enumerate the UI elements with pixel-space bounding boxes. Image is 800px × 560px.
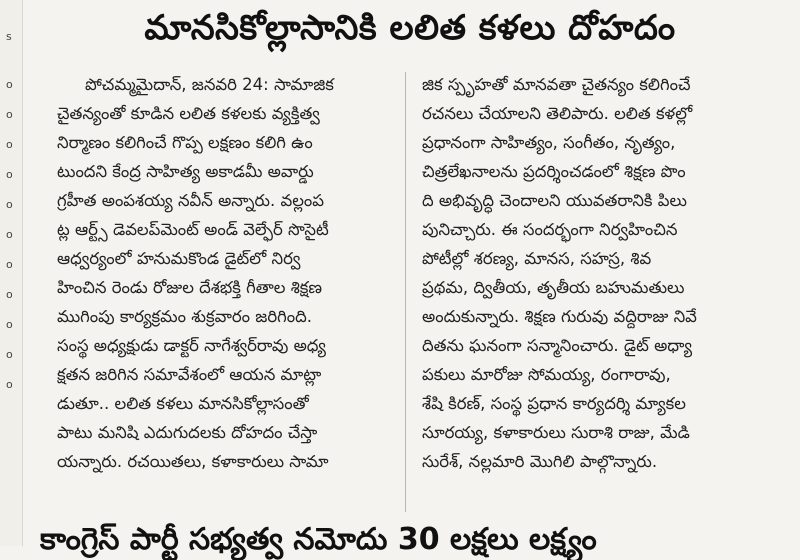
article-column-left <box>57 70 402 476</box>
text-line: చిత్రలేఖనాలను ప్రదర్శించడంలో శిక్షణ పొం <box>422 162 686 181</box>
article-column-right <box>422 70 767 476</box>
edge-mark: o <box>6 138 13 151</box>
edge-mark: o <box>6 78 13 91</box>
text-line: ది అభివృద్ధి చెందాలని యువతరానికి పిలు <box>422 191 687 210</box>
text-line: ప్రధానంగా సాహిత్యం, సంగీతం, నృత్యం, <box>422 133 676 152</box>
text-line: సూరయ్య, కళాకారులు సురాశి రాజు, మేడి <box>422 423 690 442</box>
text-line: ముగింపు కార్యక్రమం శుక్రవారం జరిగింది. <box>57 307 312 326</box>
column-divider <box>405 72 406 512</box>
edge-mark: o <box>6 108 13 121</box>
edge-mark: o <box>6 318 13 331</box>
text-line: టుందని కేంద్ర సాహిత్య అకాడమీ అవార్డు <box>57 162 314 181</box>
edge-mark: s <box>6 30 12 43</box>
text-line: అందుకున్నారు. శిక్షణ గురువు వద్దిరాజు నివే <box>422 307 697 326</box>
text-line: డుతూ.. లలిత కళలు మానసికోల్లాసంతో <box>57 394 309 413</box>
text-line: పోటీల్లో శరణ్య, మానస, సహస్ర, శివ <box>422 249 652 268</box>
text-line: పకులు మారోజు సోమయ్య, రంగారావు, <box>422 365 671 384</box>
article-headline: మానసికోల్లాసానికి లలిత కళలు దోహదం <box>144 8 676 48</box>
text-line: సంస్థ అధ్యక్షుడు డాక్టర్ నాగేశ్వర్‌రావు అధ్య <box>57 336 326 355</box>
adjacent-column-edge <box>0 0 23 546</box>
text-line: దితను ఘనంగా సన్మానించారు. డైట్ అధ్యా <box>422 336 693 355</box>
text-line: క్షతన జరిగిన సమావేశంలో ఆయన మాట్లా <box>57 365 322 384</box>
edge-mark: o <box>6 348 13 361</box>
text-line: శేషి కిరణ్, సంస్థ ప్రధాన కార్యదర్శి మ్యాకల <box>422 394 686 413</box>
text-line: ఆధ్వర్యంలో హనుమకొండ డైట్‌లో నిర్వ <box>57 249 301 268</box>
edge-mark: o <box>6 228 13 241</box>
text-line: ట్ల ఆర్ట్స్ డెవలప్‌మెంట్ అండ్ వెల్ఫేర్ సొసైటీ <box>57 220 329 239</box>
text-line: ప్రథమ, ద్వితీయ, తృతీయ బహుమతులు <box>422 278 685 297</box>
text-line: నిర్మాణం కలిగించే గొప్ప లక్షణం కలిగి ఉం <box>57 133 313 152</box>
edge-mark: o <box>6 258 13 271</box>
text-line: పునిచ్చారు. ఈ సందర్భంగా నిర్వహించిన <box>422 220 678 239</box>
text-line: జిక స్పృహతో మానవతా చైతన్యం కలిగించే <box>422 75 691 94</box>
next-article-headline-cropped: కాంగ్రెస్ పార్టీ సభ్యత్వ నమోదు 30 లక్షలు లక్ష్యం <box>40 522 597 557</box>
text-line: గ్రహీత అంపశయ్య నవీన్ అన్నారు. వల్లంప <box>57 191 324 210</box>
text-line: పోచమ్మమైదాన్, జనవరి 24: సామాజిక <box>85 75 334 94</box>
text-line: యన్నారు. రచయితలు, కళాకారులు సామా <box>57 452 329 471</box>
text-line: సురేశ్, నల్లమారి మొగిలి పాల్గొన్నారు. <box>422 452 658 471</box>
text-line: హించిన రెండు రోజుల దేశభక్తి గీతాల శిక్షణ <box>57 278 323 297</box>
edge-mark: o <box>6 198 13 211</box>
edge-mark: o <box>6 288 13 301</box>
text-line: చైతన్యంతో కూడిన లలిత కళలకు వ్యక్తిత్వ <box>57 104 320 123</box>
text-line: రచనలు చేయాలని తెలిపారు. లలిత కళల్లో <box>422 104 693 123</box>
edge-mark: o <box>6 168 13 181</box>
text-line: పాటు మనిషి ఎదుగుదలకు దోహదం చేస్తా <box>57 423 318 442</box>
edge-mark: o <box>6 378 13 391</box>
